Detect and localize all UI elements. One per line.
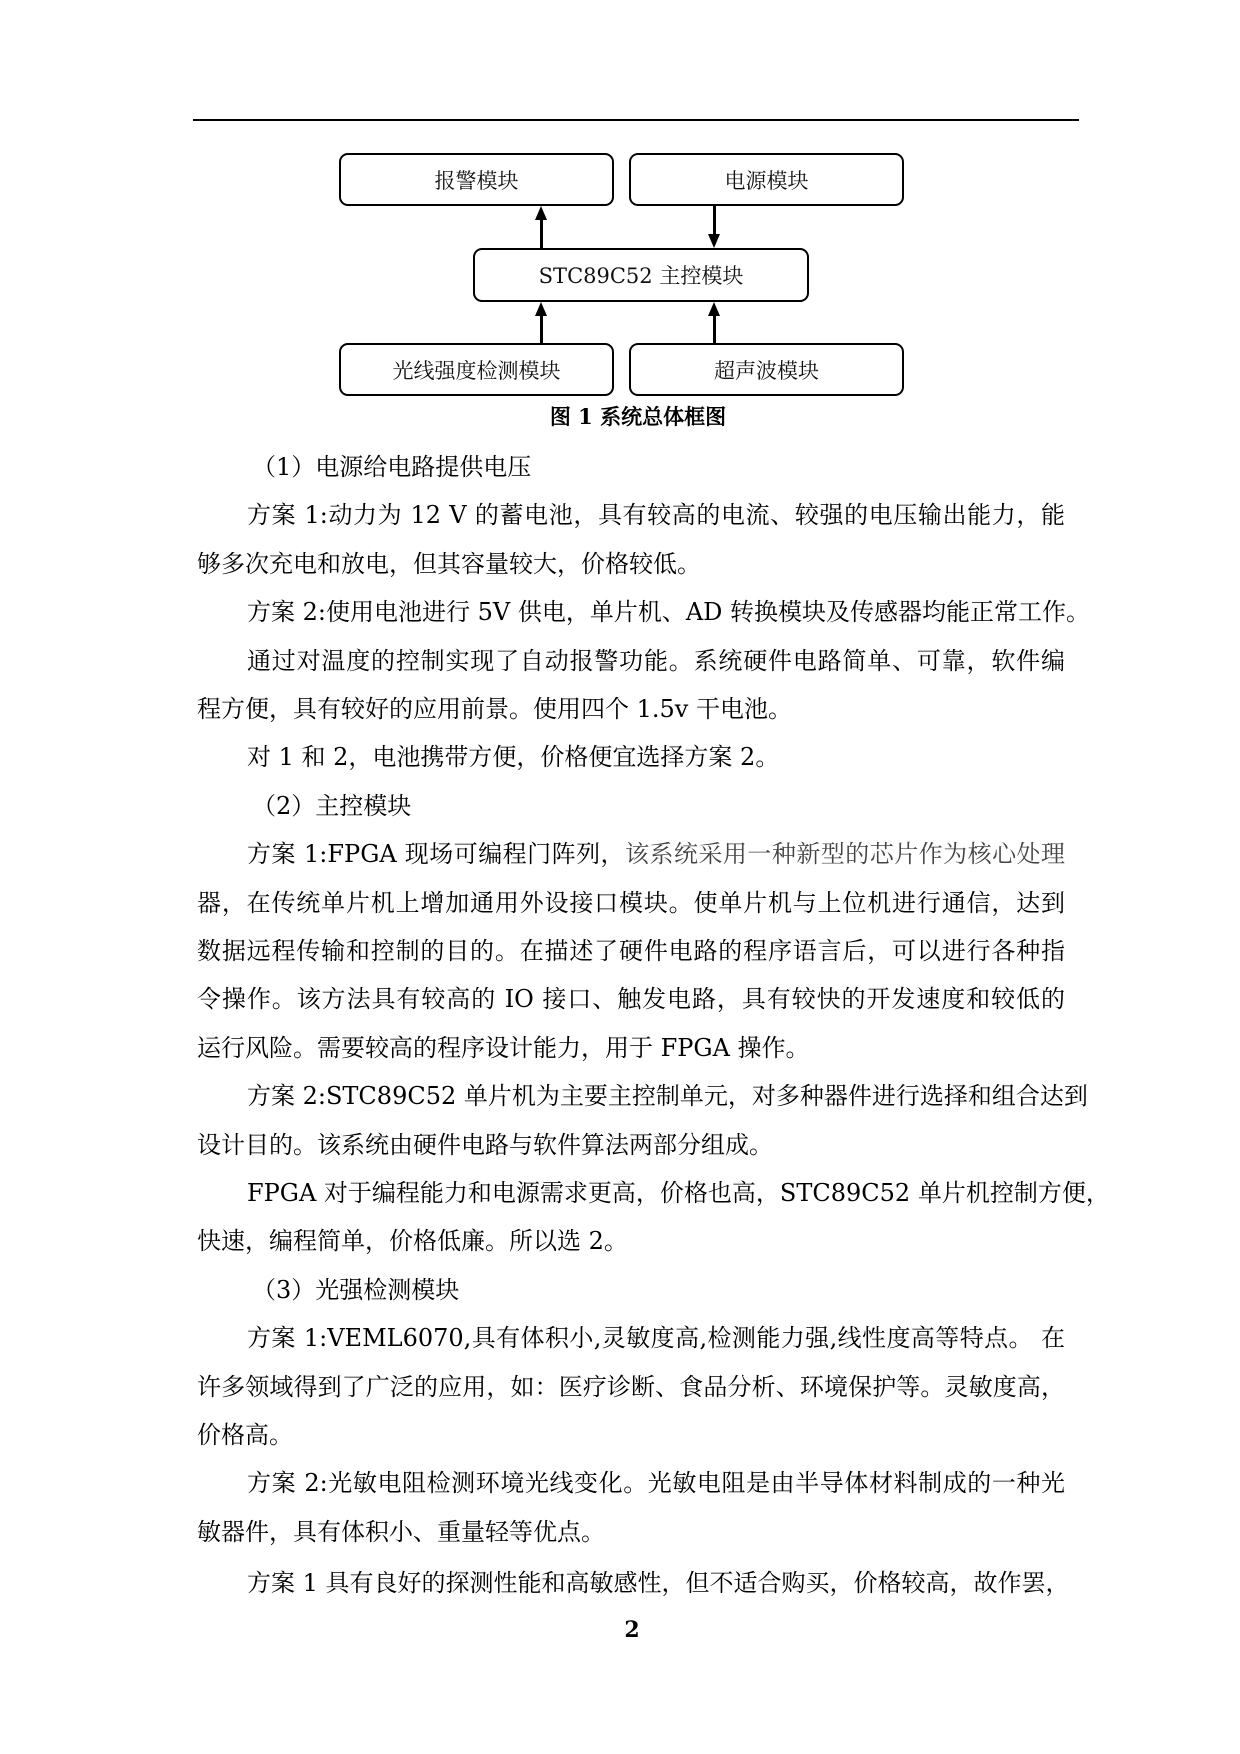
arrow-light-to-mcu: [540, 314, 543, 343]
power-module-label: 电源模块: [724, 168, 809, 193]
paragraph-line: 通过对温度的控制实现了自动报警功能。系统硬件电路简单、可靠，软件编: [247, 647, 1065, 675]
paragraph-line: 方案 2:STC89C52 单片机为主要主控制单元，对多种器件进行选择和组合达到: [247, 1082, 1088, 1110]
paragraph-line: 敏器件，具有体积小、重量轻等优点。: [197, 1518, 605, 1546]
paragraph-line: 程方便，具有较好的应用前景。使用四个 1.5v 干电池。: [197, 695, 792, 723]
paragraph-line-part-gray: 该系统采用一种新型的芯片作为核心处理: [625, 840, 1066, 868]
paragraph-line: FPGA 对于编程能力和电源需求更高，价格也高，STC89C52 单片机控制方便，: [247, 1179, 1110, 1207]
page-number: 2: [624, 1617, 640, 1643]
paragraph-line-part: 方案 1:FPGA 现场可编程门阵列，: [247, 840, 626, 868]
arrow-up-icon: [535, 206, 547, 220]
paragraph-line: 对 1 和 2，电池携带方便，价格便宜选择方案 2。: [247, 743, 780, 771]
paragraph-line: 器，在传统单片机上增加通用外设接口模块。使单片机与上位机进行通信，达到: [197, 889, 1065, 917]
arrow-up-icon: [535, 302, 547, 316]
power-module-box: [629, 153, 904, 206]
paragraph-line: 方案 1:VEML6070,具有体积小,灵敏度高,检测能力强,线性度高等特点。 在: [247, 1324, 1065, 1352]
paragraph-line: 价格高。: [197, 1421, 293, 1449]
paragraph-line: 快速，编程简单，价格低廉。所以选 2。: [197, 1227, 628, 1255]
arrow-down-icon: [708, 234, 720, 248]
section-heading: （1）电源给电路提供电压: [252, 453, 532, 481]
paragraph-line: [197, 830, 1065, 878]
section-heading: （2）主控模块: [252, 792, 412, 820]
paragraph-line: 数据远程传输和控制的目的。在描述了硬件电路的程序语言后，可以进行各种指: [197, 937, 1065, 965]
paragraph-line: 方案 1:动力为 12 V 的蓄电池，具有较高的电流、较强的电压输出能力，能: [247, 501, 1065, 529]
paragraph-line: 设计目的。该系统由硬件电路与软件算法两部分组成。: [197, 1131, 773, 1159]
header-rule: [193, 119, 1079, 121]
alarm-module-box: [339, 153, 614, 206]
arrow-up-icon: [708, 302, 720, 316]
paragraph-line: 方案 2:光敏电阻检测环境光线变化。光敏电阻是由半导体材料制成的一种光: [247, 1469, 1065, 1497]
paragraph-line: 方案 2:使用电池进行 5V 供电，单片机、AD 转换模块及传感器均能正常工作。: [247, 598, 1091, 626]
arrow-mcu-to-alarm: [540, 218, 543, 248]
ultrasonic-module-box: [629, 343, 904, 396]
mcu-module-box: [473, 248, 809, 302]
figure-caption: 图 1 系统总体框图: [549, 404, 727, 429]
paragraph-line: 方案 1 具有良好的探测性能和高敏感性，但不适合购买，价格较高，故作罢，: [247, 1569, 1070, 1597]
arrow-ultrasonic-to-mcu: [713, 314, 716, 343]
paragraph-line: 够多次充电和放电，但其容量较大，价格较低。: [197, 550, 701, 578]
mcu-module-label: STC89C52 主控模块: [538, 264, 744, 288]
light-detect-module-label: 光线强度检测模块: [392, 358, 561, 383]
paragraph-line: 许多领域得到了广泛的应用，如：医疗诊断、食品分析、环境保护等。灵敏度高，: [197, 1373, 1065, 1401]
alarm-module-label: 报警模块: [434, 168, 519, 193]
light-detect-module-box: [339, 343, 614, 396]
arrow-power-to-mcu: [713, 206, 716, 236]
ultrasonic-module-label: 超声波模块: [714, 358, 819, 383]
paragraph-line: 令操作。该方法具有较高的 IO 接口、触发电路，具有较快的开发速度和较低的: [197, 985, 1065, 1013]
section-heading: （3）光强检测模块: [252, 1276, 460, 1304]
paragraph-line: 运行风险。需要较高的程序设计能力，用于 FPGA 操作。: [197, 1034, 810, 1062]
